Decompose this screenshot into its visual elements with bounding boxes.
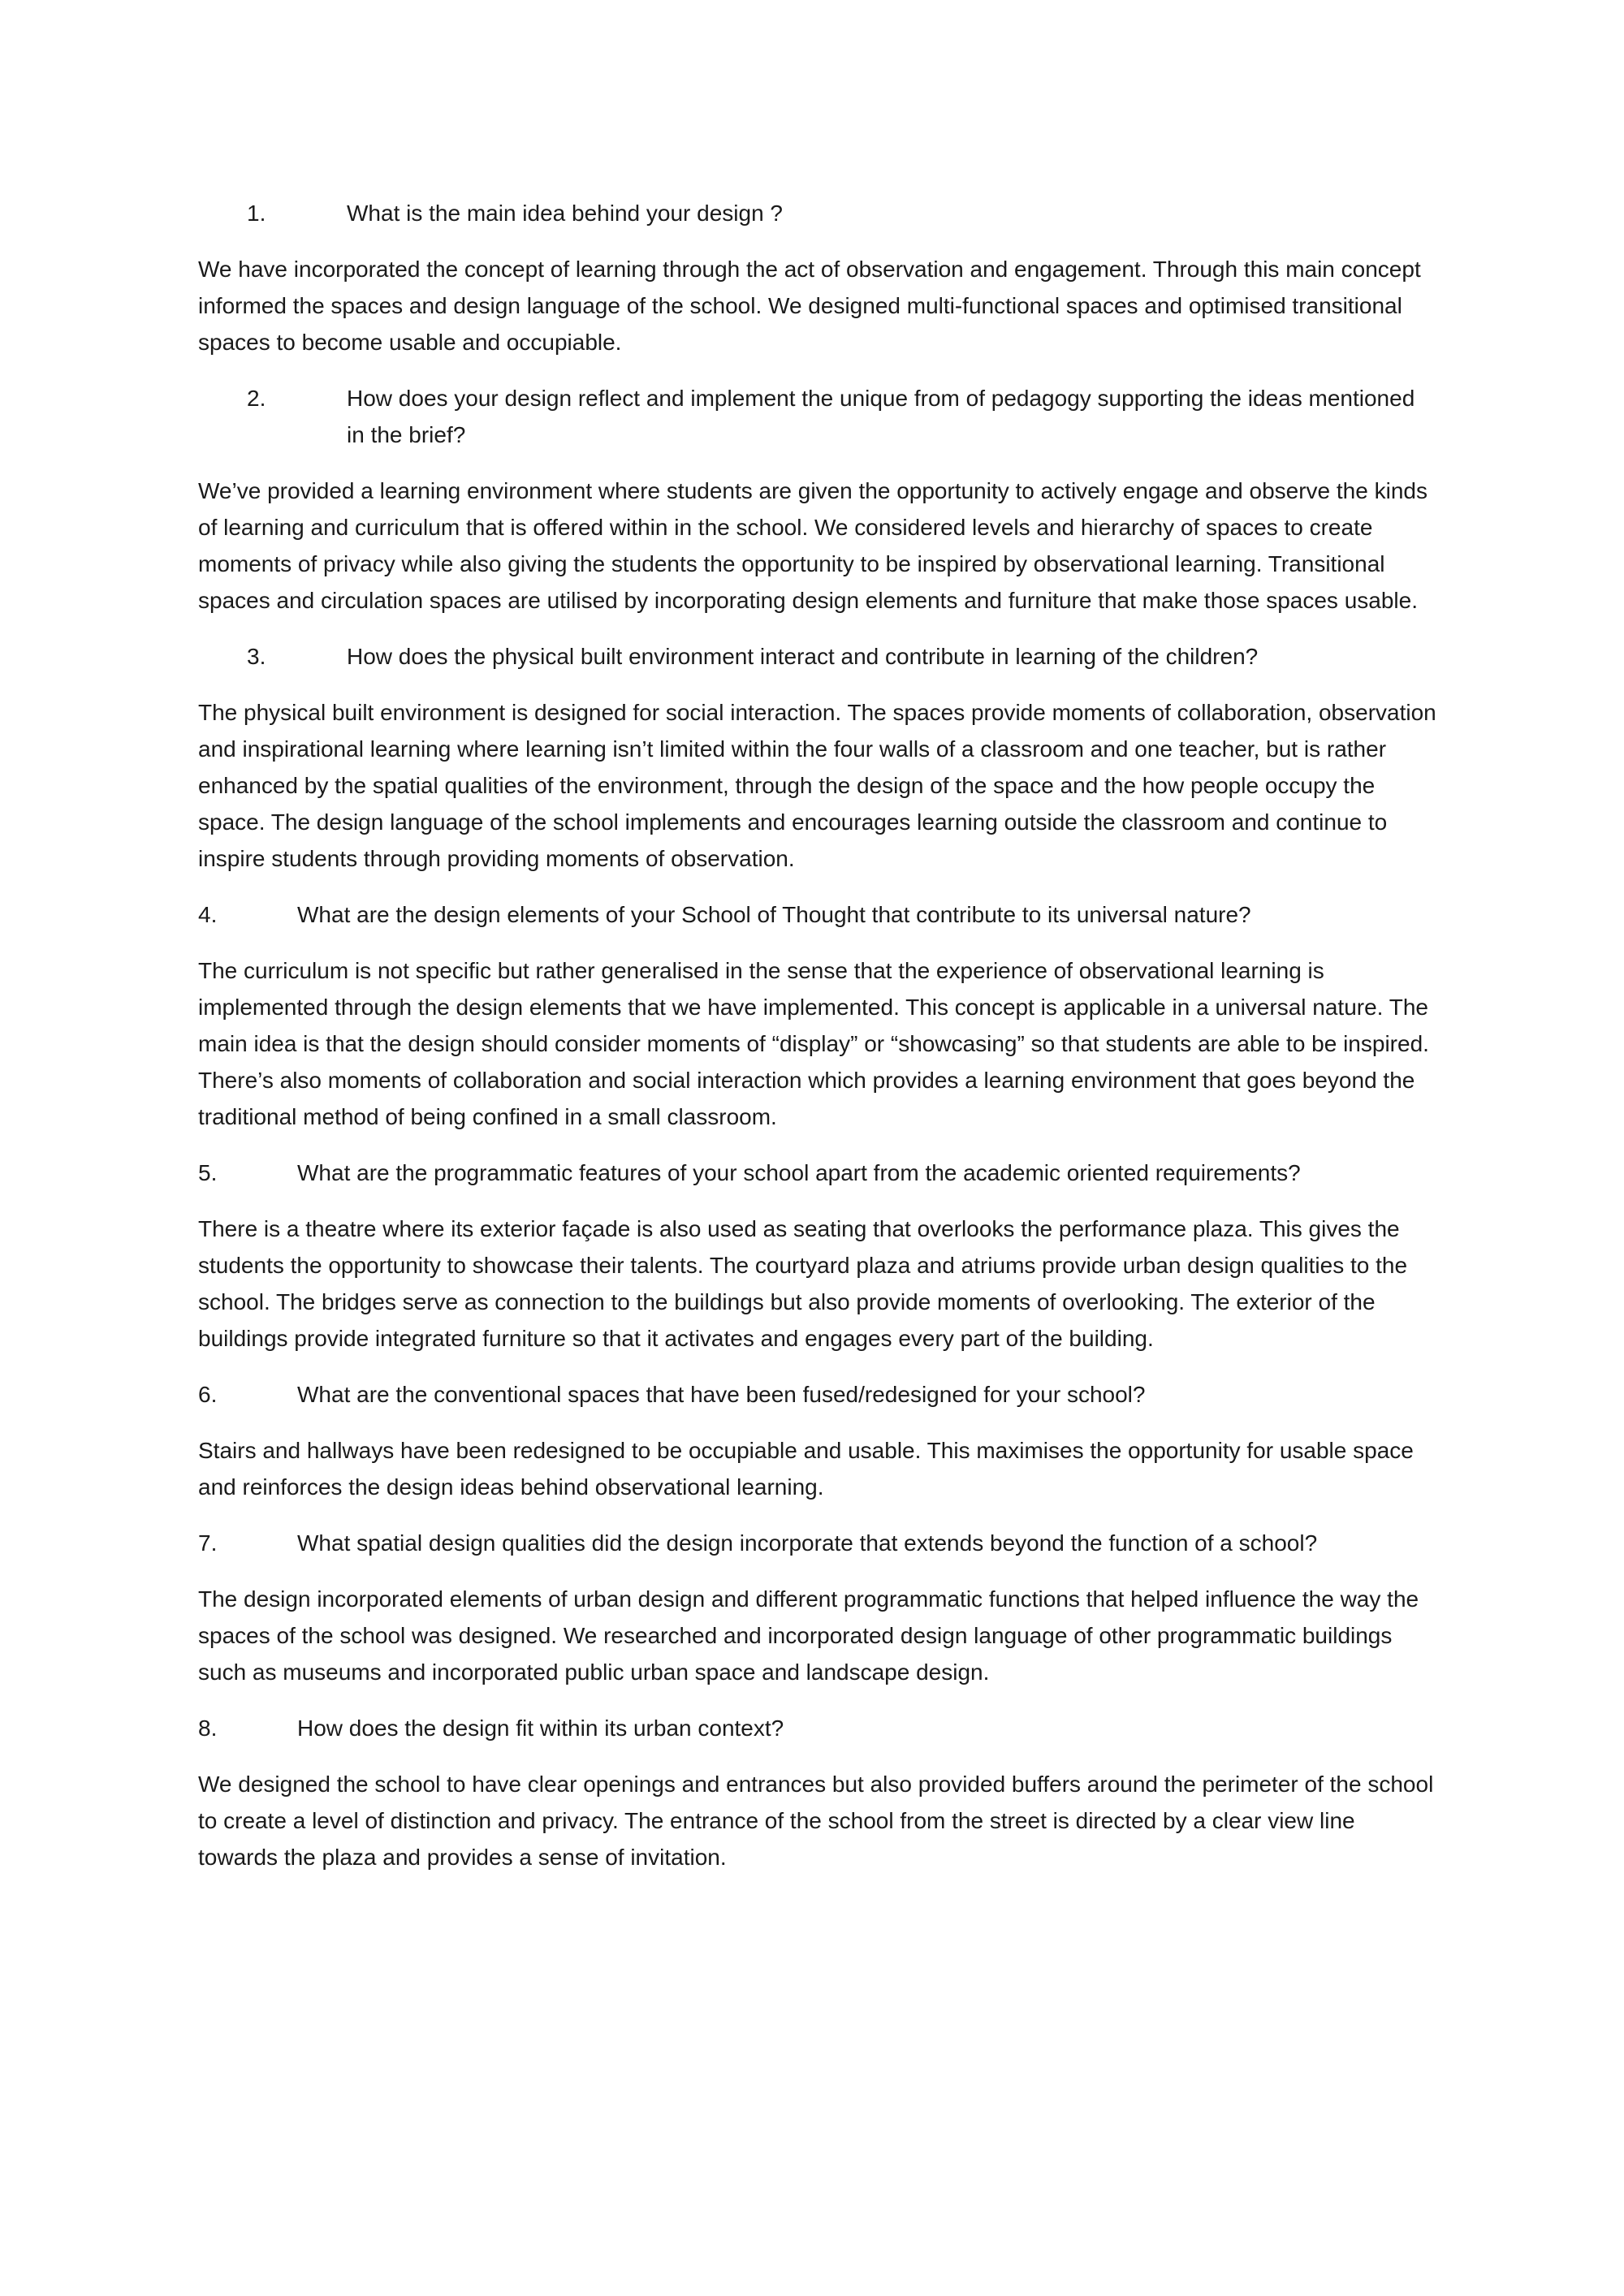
question-3 [198,638,1437,675]
qa-list [198,195,1437,1895]
question-8 [198,1710,1437,1746]
qa-item-3 [198,638,1437,877]
question-5 [198,1154,1437,1191]
answer-2: We’ve provided a learning environment where students are given the opportunity to actively engage and observe the kinds of learning and curriculum that is offered within in the school. We considered levels and hierarchy of spaces to create moments of privacy while also giving the students the opportunity to be inspired by observational learning. Transitional spaces and circulation spaces are utilised by incorporating design elements and furniture that make those spaces usable. [198,478,1427,613]
question-number: 5. [198,1160,218,1185]
qa-item-1 [198,195,1437,360]
qa-item-5 [198,1154,1437,1357]
question-text: How does your design reflect and implement the unique from of pedagogy supporting the ideas mentioned in the brief? [347,386,1415,447]
question-text: What spatial design qualities did the design incorporate that extends beyond the function of a school? [297,1530,1318,1556]
question-number: 7. [198,1530,218,1556]
qa-item-8 [198,1710,1437,1875]
question-number: 1. [247,201,266,226]
question-text: How does the design fit within its urban context? [297,1716,784,1741]
question-text: What is the main idea behind your design ? [347,201,783,226]
question-text: What are the design elements of your School of Thought that contribute to its universal nature? [297,902,1251,927]
qa-item-7 [198,1525,1437,1690]
question-number: 6. [198,1382,218,1407]
question-text: What are the programmatic features of your school apart from the academic oriented requirements? [297,1160,1301,1185]
answer-7: The design incorporated elements of urban design and different programmatic functions that helped influence the way the spaces of the school was designed. We researched and incorporated design language of other programmatic buildings such as museums and incorporated public urban space and landscape design. [198,1586,1419,1685]
question-number: 4. [198,902,218,927]
qa-item-4 [198,896,1437,1135]
question-number: 2. [247,386,266,411]
question-2 [198,380,1437,453]
answer-6: Stairs and hallways have been redesigned to be occupiable and usable. This maximises the opportunity for usable space and reinforces the design ideas behind observational learning. [198,1438,1414,1500]
answer-8: We designed the school to have clear openings and entrances but also provided buffers around the perimeter of the school to create a level of distinction and privacy. The entrance of the school from the street is directed by a clear view line towards the plaza and provides a sense of invitation. [198,1772,1434,1870]
qa-item-6 [198,1376,1437,1505]
qa-item-2 [198,380,1437,619]
question-7 [198,1525,1437,1561]
question-text: What are the conventional spaces that have been fused/redesigned for your school? [297,1382,1146,1407]
question-6 [198,1376,1437,1413]
question-number: 8. [198,1716,218,1741]
question-1 [198,195,1437,231]
answer-4: The curriculum is not specific but rather generalised in the sense that the experience of observational learning is implemented through the design elements that we have implemented. This concept is applicable in a universal nature. The main idea is that the design should consider moments of “display” or “showcasing” so that students are able to be inspired. There’s also moments of collaboration and social interaction which provides a learning environment that goes beyond the traditional method of being confined in a small classroom. [198,958,1429,1129]
question-4 [198,896,1437,933]
question-number: 3. [247,644,266,669]
answer-5: There is a theatre where its exterior façade is also used as seating that overlooks the performance plaza. This gives the students the opportunity to showcase their talents. The courtyard plaza and atriums provide urban design qualities to the school. The bridges serve as connection to the buildings but also provide moments of overlooking. The exterior of the buildings provide integrated furniture so that it activates and engages every part of the building. [198,1216,1408,1351]
question-text: How does the physical built environment interact and contribute in learning of the children? [347,644,1259,669]
answer-3: The physical built environment is designed for social interaction. The spaces provide moments of collaboration, observation and inspirational learning where learning isn’t limited within the four walls of a classroom and one teacher, but is rather enhanced by the spatial qualities of the environment, through the design of the space and the how people occupy the space. The design language of the school implements and encourages learning outside the classroom and continue to inspire students through providing moments of observation. [198,700,1436,871]
answer-1: We have incorporated the concept of learning through the act of observation and engagement. Through this main concept informed the spaces and design language of the school. We designed multi-functional spaces and optimised transitional spaces to become usable and occupiable. [198,257,1421,355]
